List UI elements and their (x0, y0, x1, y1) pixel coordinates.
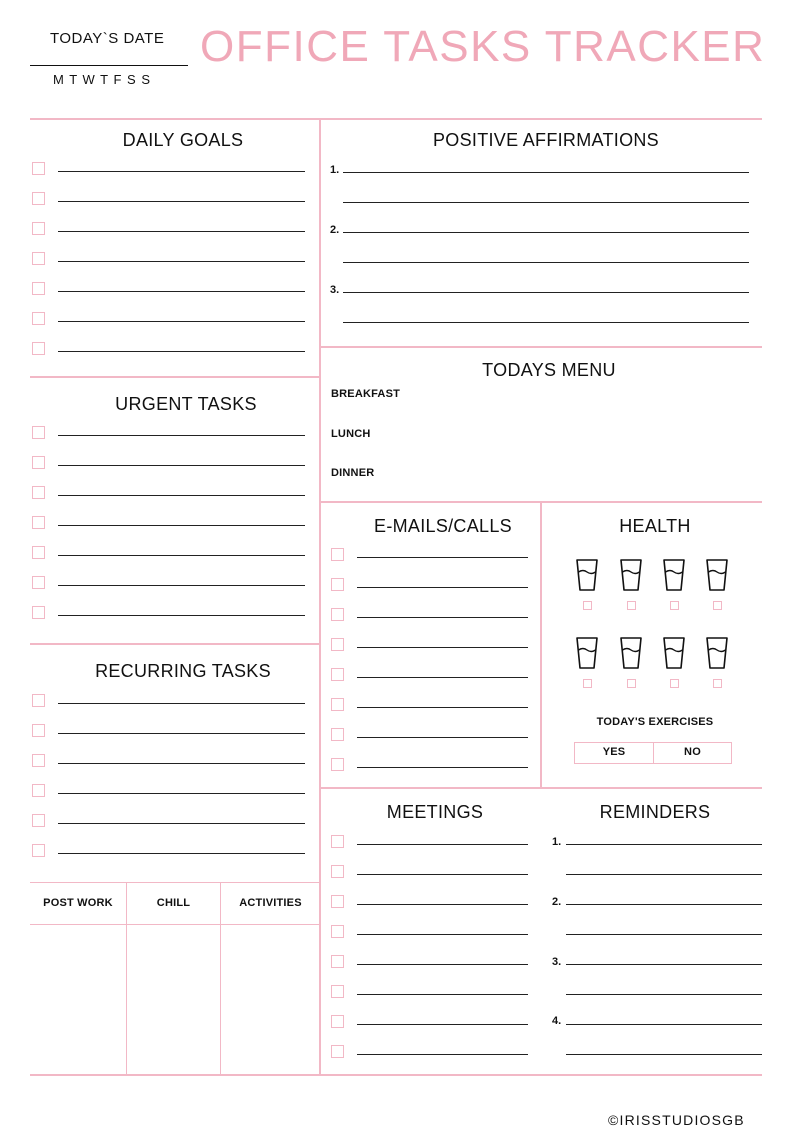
section-divider (320, 787, 762, 789)
task-line[interactable] (58, 763, 305, 764)
exercise-no-button[interactable]: NO (684, 746, 701, 758)
task-checkbox[interactable] (331, 895, 344, 908)
reminder-line[interactable] (566, 1054, 762, 1055)
post-work-header-divider (30, 924, 320, 925)
task-line[interactable] (58, 321, 305, 322)
water-glass-icon (705, 558, 729, 592)
task-checkbox[interactable] (331, 728, 344, 741)
water-glass-checkbox[interactable] (713, 601, 722, 610)
task-checkbox[interactable] (32, 814, 45, 827)
recurring-tasks-heading: RECURRING TASKS (95, 661, 271, 681)
task-checkbox[interactable] (331, 1045, 344, 1058)
reminders-heading: REMINDERS (599, 802, 711, 822)
task-checkbox[interactable] (331, 578, 344, 591)
task-checkbox[interactable] (32, 456, 45, 469)
task-checkbox[interactable] (331, 698, 344, 711)
task-checkbox[interactable] (331, 925, 344, 938)
water-glass-checkbox[interactable] (583, 679, 592, 688)
task-line[interactable] (357, 737, 528, 738)
affirmation-line[interactable] (343, 172, 749, 173)
task-line[interactable] (58, 793, 305, 794)
post-work-col-divider (220, 882, 221, 1074)
date-underline (30, 65, 188, 66)
affirmation-number: 3. (330, 284, 340, 296)
task-checkbox[interactable] (32, 546, 45, 559)
date-label: TODAY`S DATE (50, 30, 165, 47)
task-checkbox[interactable] (32, 606, 45, 619)
health-heading: HEALTH (619, 516, 691, 536)
task-checkbox[interactable] (32, 754, 45, 767)
task-line[interactable] (58, 435, 305, 436)
positive-affirmations-heading: POSITIVE AFFIRMATIONS (433, 130, 659, 150)
task-line[interactable] (357, 874, 528, 875)
task-line[interactable] (58, 585, 305, 586)
task-line[interactable] (357, 1054, 528, 1055)
task-line[interactable] (58, 525, 305, 526)
task-line[interactable] (58, 351, 305, 352)
task-checkbox[interactable] (331, 548, 344, 561)
post-work-header: POST WORK (43, 897, 113, 909)
post-work-table-top (30, 882, 320, 883)
water-glass-icon (575, 558, 599, 592)
emails-calls-heading: E-MAILS/CALLS (374, 516, 512, 536)
reminder-line[interactable] (566, 964, 762, 965)
reminder-number: 4. (552, 1015, 562, 1027)
reminder-line[interactable] (566, 1024, 762, 1025)
water-glass-checkbox[interactable] (627, 601, 636, 610)
task-checkbox[interactable] (331, 835, 344, 848)
task-line[interactable] (58, 495, 305, 496)
task-checkbox[interactable] (331, 758, 344, 771)
todays-exercises-label: TODAY'S EXERCISES (596, 716, 714, 728)
daily-goals-heading: DAILY GOALS (122, 130, 244, 150)
task-line[interactable] (357, 617, 528, 618)
task-line[interactable] (58, 703, 305, 704)
task-line[interactable] (357, 904, 528, 905)
task-checkbox[interactable] (331, 865, 344, 878)
task-checkbox[interactable] (331, 955, 344, 968)
task-line[interactable] (58, 733, 305, 734)
task-line[interactable] (357, 994, 528, 995)
task-line[interactable] (58, 555, 305, 556)
water-glass-icon (619, 558, 643, 592)
task-checkbox[interactable] (331, 1015, 344, 1028)
water-glass-checkbox[interactable] (670, 601, 679, 610)
affirmation-line[interactable] (343, 202, 749, 203)
task-checkbox[interactable] (331, 668, 344, 681)
section-divider (30, 643, 320, 645)
page-title: OFFICE TASKS TRACKER (200, 22, 766, 71)
task-line[interactable] (357, 844, 528, 845)
frame-center-divider (319, 118, 321, 1076)
water-glass-checkbox[interactable] (583, 601, 592, 610)
water-glass-icon (662, 636, 686, 670)
affirmation-number: 2. (330, 224, 340, 236)
task-line[interactable] (58, 615, 305, 616)
frame-bottom (30, 1074, 762, 1076)
water-glass-checkbox[interactable] (713, 679, 722, 688)
task-checkbox[interactable] (32, 162, 45, 175)
task-checkbox[interactable] (32, 694, 45, 707)
reminder-line[interactable] (566, 874, 762, 875)
reminder-line[interactable] (566, 904, 762, 905)
task-checkbox[interactable] (32, 342, 45, 355)
affirmation-line[interactable] (343, 322, 749, 323)
reminder-number: 2. (552, 896, 562, 908)
task-checkbox[interactable] (32, 252, 45, 265)
task-line[interactable] (58, 465, 305, 466)
task-line[interactable] (58, 201, 305, 202)
reminder-line[interactable] (566, 844, 762, 845)
affirmation-line[interactable] (343, 262, 749, 263)
breakfast-label: BREAKFAST (331, 388, 401, 400)
task-line[interactable] (357, 964, 528, 965)
task-line[interactable] (58, 231, 305, 232)
task-line[interactable] (357, 707, 528, 708)
task-checkbox[interactable] (331, 985, 344, 998)
task-checkbox[interactable] (32, 486, 45, 499)
task-checkbox[interactable] (32, 222, 45, 235)
frame-top (30, 118, 762, 120)
post-work-col-divider (126, 882, 127, 1074)
exercise-yes-button[interactable]: YES (602, 746, 626, 758)
task-line[interactable] (357, 587, 528, 588)
task-line[interactable] (58, 171, 305, 172)
task-checkbox[interactable] (32, 516, 45, 529)
task-checkbox[interactable] (32, 784, 45, 797)
task-line[interactable] (357, 557, 528, 558)
task-line[interactable] (58, 291, 305, 292)
reminder-line[interactable] (566, 934, 762, 935)
affirmation-line[interactable] (343, 292, 749, 293)
task-checkbox[interactable] (32, 282, 45, 295)
task-checkbox[interactable] (32, 576, 45, 589)
task-checkbox[interactable] (32, 312, 45, 325)
footer-credit: ©IRISSTUDIOSGB (608, 1112, 745, 1128)
lunch-label: LUNCH (331, 428, 371, 440)
affirmation-number: 1. (330, 164, 340, 176)
reminder-number: 1. (552, 836, 562, 848)
task-checkbox[interactable] (32, 426, 45, 439)
dinner-label: DINNER (331, 467, 375, 479)
task-line[interactable] (357, 677, 528, 678)
urgent-tasks-heading: URGENT TASKS (115, 394, 257, 414)
task-checkbox[interactable] (32, 192, 45, 205)
meetings-heading: MEETINGS (386, 802, 484, 822)
todays-menu-heading: TODAYS MENU (482, 360, 616, 380)
task-line[interactable] (357, 767, 528, 768)
affirmation-line[interactable] (343, 232, 749, 233)
section-divider (30, 376, 320, 378)
chill-header: CHILL (156, 897, 191, 909)
task-checkbox[interactable] (331, 608, 344, 621)
water-glass-icon (619, 636, 643, 670)
task-checkbox[interactable] (32, 724, 45, 737)
reminder-line[interactable] (566, 994, 762, 995)
task-line[interactable] (357, 934, 528, 935)
task-line[interactable] (58, 261, 305, 262)
emails-health-divider (540, 501, 542, 787)
task-line[interactable] (58, 853, 305, 854)
weekday-selector[interactable]: M T W T F S S (53, 72, 151, 87)
task-line[interactable] (357, 647, 528, 648)
water-glass-icon (662, 558, 686, 592)
water-glass-icon (575, 636, 599, 670)
section-divider (320, 346, 762, 348)
activities-header: ACTIVITIES (239, 897, 302, 909)
water-glass-icon (705, 636, 729, 670)
reminder-number: 3. (552, 956, 562, 968)
task-line[interactable] (357, 1024, 528, 1025)
task-line[interactable] (58, 823, 305, 824)
water-glass-checkbox[interactable] (670, 679, 679, 688)
task-checkbox[interactable] (331, 638, 344, 651)
water-glass-checkbox[interactable] (627, 679, 636, 688)
task-checkbox[interactable] (32, 844, 45, 857)
